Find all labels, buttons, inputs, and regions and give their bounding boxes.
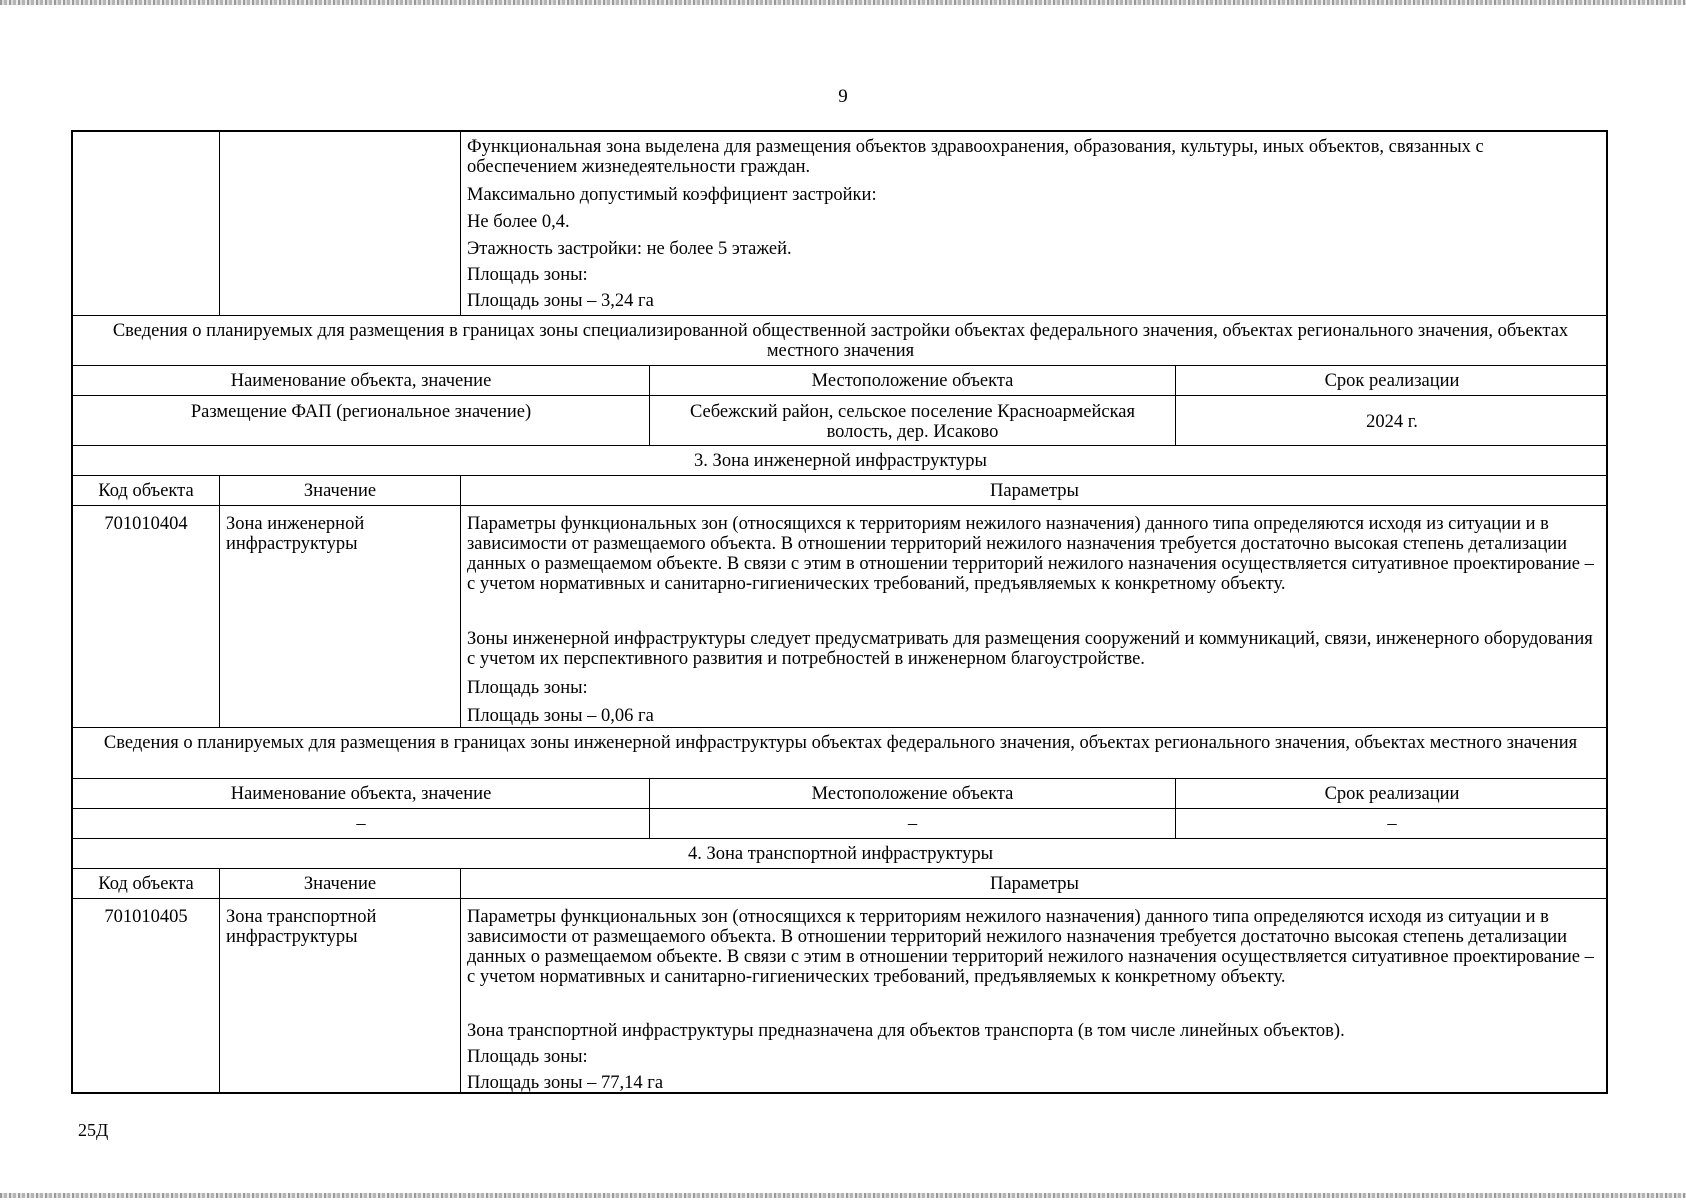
footer-mark: 25Д [78,1120,109,1140]
object-name: Размещение ФАП (региональное значение) [73,395,649,445]
zone3-col-code: Код объекта [73,475,219,505]
col-term: Срок реализации [1175,365,1608,395]
zone4-col-params: Параметры [460,868,1608,898]
col-location: Местоположение объекта [649,365,1175,395]
zone3-name: Зона инженерной инфраструктуры [219,505,460,727]
scan-edge-top [0,0,1686,5]
zone4-code: 701010405 [73,898,219,1094]
scan-edge-bottom [0,1193,1686,1198]
zone3-code: 701010404 [73,505,219,727]
zone3-col-params: Параметры [460,475,1608,505]
zone3-param-general: Параметры функциональных зон (относящихся к территориям нежилого назначения) данного типа определяются исходя из ситуации и в зависимости от размещаемого объекта. В отношении территорий нежилого назначения требуется достаточно высокая степень детализации данных о размещаемом объекте. В связи с этим в отношении территорий нежилого назначения осуществляется ситуативное проектирование – с учетом нормативных и санитарно-гигиенических требований, предъявляемых к конкретному объекту. [467,514,1594,594]
floors-limit: Этажность застройки: не более 5 этажей. [467,239,792,259]
object-location: Себежский район, сельское поселение Красноармейская волость, дер. Исаково [649,395,1175,445]
zone3-col-object-name: Наименование объекта, значение [73,778,649,808]
zone4-title: 4. Зона транспортной инфраструктуры [73,838,1608,868]
zone4-params [460,898,1608,1094]
area-value: Площадь зоны – 3,24 га [467,291,654,311]
zones-table [71,130,1608,1094]
info-heading-engineering: Сведения о планируемых для размещения в границах зоны инженерной инфраструктуры объектах федерального значения, объектах регионального значения, объектах местного значения [73,727,1608,778]
zone4-name: Зона транспортной инфраструктуры [219,898,460,1094]
info-heading-public: Сведения о планируемых для размещения в границах зоны специализированной общественной застройки объектах федерального значения, объектах регионального значения, объектах местного значения [73,315,1608,365]
zone3-object-term: – [1175,808,1608,838]
coefficient-value: Не более 0,4. [467,212,570,232]
coefficient-label: Максимально допустимый коэффициент застройки: [467,185,877,205]
area-label: Площадь зоны: [467,265,588,285]
zone3-object-name: – [73,808,649,838]
zone4-col-code: Код объекта [73,868,219,898]
value-cell-empty [219,132,460,315]
zone3-area-label: Площадь зоны: [467,678,588,698]
params-cell-public [460,132,1608,315]
page-number: 9 [838,86,848,107]
zone3-col-location: Местоположение объекта [649,778,1175,808]
object-term: 2024 г. [1175,395,1608,445]
zone4-area-label: Площадь зоны: [467,1047,588,1067]
zone4-param-specific: Зона транспортной инфраструктуры предназначена для объектов транспорта (в том числе линейных объектов). [467,1021,1345,1041]
zone3-param-specific: Зоны инженерной инфраструктуры следует предусматривать для размещения сооружений и коммуникаций, связи, инженерного оборудования с учетом их перспективного развития и потребностей в инженерном благоустройстве. [467,629,1593,669]
code-cell-empty [73,132,219,315]
zone-description: Функциональная зона выделена для размещения объектов здравоохранения, образования, культуры, иных объектов, связанных с обеспечением жизнедеятельности граждан. [467,137,1484,177]
zone3-title: 3. Зона инженерной инфраструктуры [73,445,1608,475]
zone3-col-value: Значение [219,475,460,505]
zone4-col-value: Значение [219,868,460,898]
zone3-params [460,505,1608,727]
zone3-object-location: – [649,808,1175,838]
zone3-area-value: Площадь зоны – 0,06 га [467,706,654,726]
zone4-area-value: Площадь зоны – 77,14 га [467,1073,664,1093]
zone4-param-general: Параметры функциональных зон (относящихся к территориям нежилого назначения) данного типа определяются исходя из ситуации и в зависимости от размещаемого объекта. В отношении территорий нежилого назначения требуется достаточно высокая степень детализации данных о размещаемом объекте. В связи с этим в отношении территорий нежилого назначения осуществляется ситуативное проектирование – с учетом нормативных и санитарно-гигиенических требований, предъявляемых к конкретному объекту. [467,907,1594,987]
zone3-col-term: Срок реализации [1175,778,1608,808]
col-object-name: Наименование объекта, значение [73,365,649,395]
